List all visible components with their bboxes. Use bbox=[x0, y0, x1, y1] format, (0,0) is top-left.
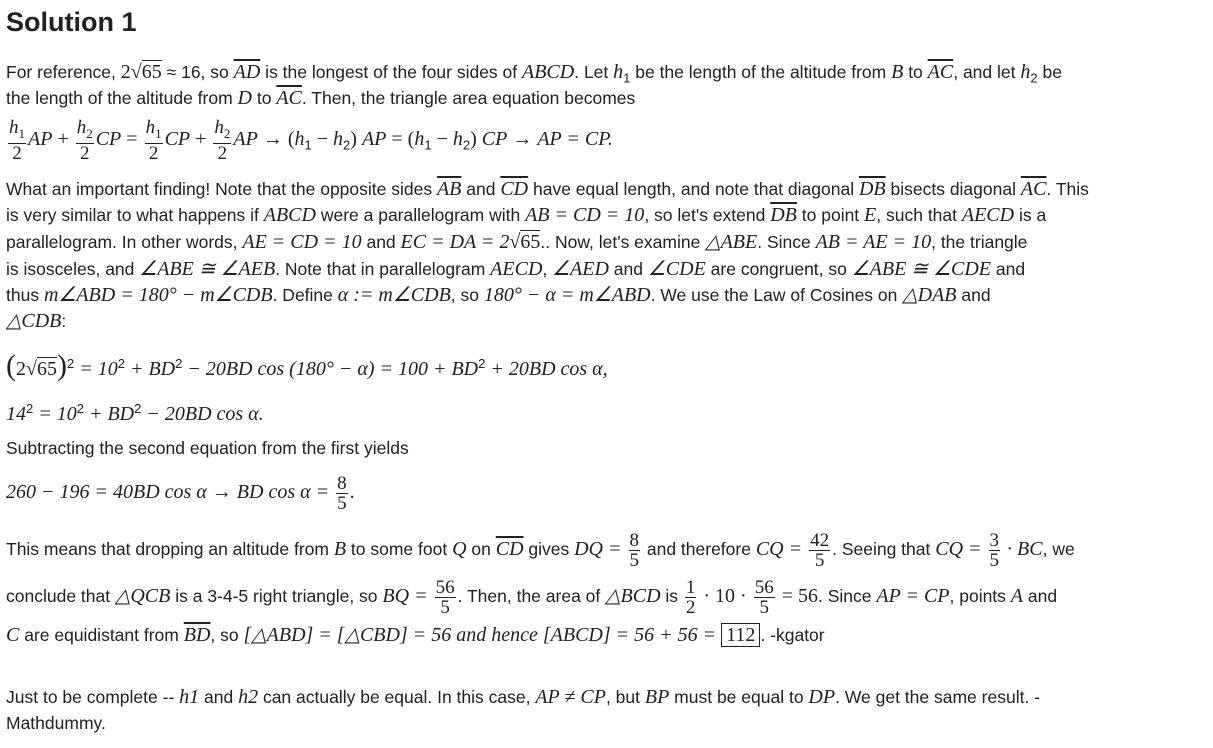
text-line-1: For reference, 2√65 ≈ 16, so $\overline{AD}$ is the longest of the four sides of ABCD. Let $h_1$ be the length of the altitude from B to $\overline{AC}$, and let $h_2$ be bbox=[6, 61, 1062, 86]
text-line-8: thus m∠ABD = 180° − m∠CDB. Define α := m∠CDB, so 180° − α = m∠ABD. We use the Law of Cosines on △DAB and bbox=[6, 284, 991, 306]
equation-subtraction: 260 − 196 = 40BD cos α → BD cos α = $\frac{8}{5}$ . bbox=[6, 473, 355, 514]
text-line-2: the length of the altitude from D to $\overline{AC}$. Then, the triangle area equation becomes bbox=[6, 87, 636, 109]
text-line-15: conclude that △QCB is a 3-4-5 right triangle, so BQ = $\frac{56}{5}$ . Then, the area of △BCD is $\frac{1}{2}$ · 10 · $\frac{56}{5}$ = 56. Since AP = CP, points A and bbox=[6, 577, 1058, 618]
equation-area: $\frac{h_1}{2}$ AP + $\frac{h_2}{2}$ CP = $\frac{h_1}{2}$ CP + $\frac{h_2}{2}$ AP → $(h_1 - h_2)$ AP = $(h_1 - h_2)$ CP → AP = CP. bbox=[9, 117, 613, 164]
text-line-12: Subtracting the second equation from the first yields bbox=[6, 438, 409, 458]
text-line-9: △CDB: bbox=[6, 310, 67, 332]
text-line-14: This means that dropping an altitude from B to some foot Q on $\overline{CD}$ gives DQ = $\frac{8}{5}$ and therefore CQ = $\frac{42}{5}$ . Seeing that CQ = $\frac{3}{5}$ · BC, we bbox=[6, 530, 1075, 571]
equation-cosine-2: $14^2 = 10^2 + BD^2 - 20BD$ cos α. bbox=[6, 401, 264, 425]
text-line-5: is very similar to what happens if ABCD were a parallelogram with AB = CD = 10, so let's extend $\overline{DB}$ to point E, such that AECD is a bbox=[6, 204, 1047, 226]
text-line-4: What an important finding! Note that the opposite sides $\overline{AB}$ and $\overline{CD}$ have equal length, and note that diagonal $\overline{DB}$ bisects diagonal $\overline{AC}$. This bbox=[6, 178, 1089, 200]
equation-cosine-1: $(2√65)^2 = 10^2 + BD^2 - 20BD$ $\cos (180^\circ - \alpha) = 100 + BD^2 + 20BD$ cos α, bbox=[6, 348, 608, 382]
answer-box: 112 bbox=[721, 623, 760, 647]
text-line-6: parallelogram. In other words, AE = CD = 10 and EC = DA = 2√65.. Now, let's examine △ABE. Since AB = AE = 10, the triangle bbox=[6, 231, 1028, 253]
text-line-18: Mathdummy. bbox=[6, 713, 106, 733]
text-line-16: C are equidistant from $\overline{BD}$, so [△ABD] = [△CBD] = 56 and hence [ABCD] = 56 + 56 = 112 . -kgator bbox=[6, 624, 825, 646]
solution-heading: Solution 1 bbox=[6, 7, 137, 37]
text-line-17: Just to be complete -- h1 and h2 can actually be equal. In this case, AP ≠ CP, but BP must be equal to DP. We get the same result. - bbox=[6, 686, 1040, 708]
text-line-7: is isosceles, and ∠ABE ≅ ∠AEB. Note that in parallelogram AECD, ∠AED and ∠CDE are congruent, so ∠ABE ≅ ∠CDE and bbox=[6, 258, 1026, 280]
